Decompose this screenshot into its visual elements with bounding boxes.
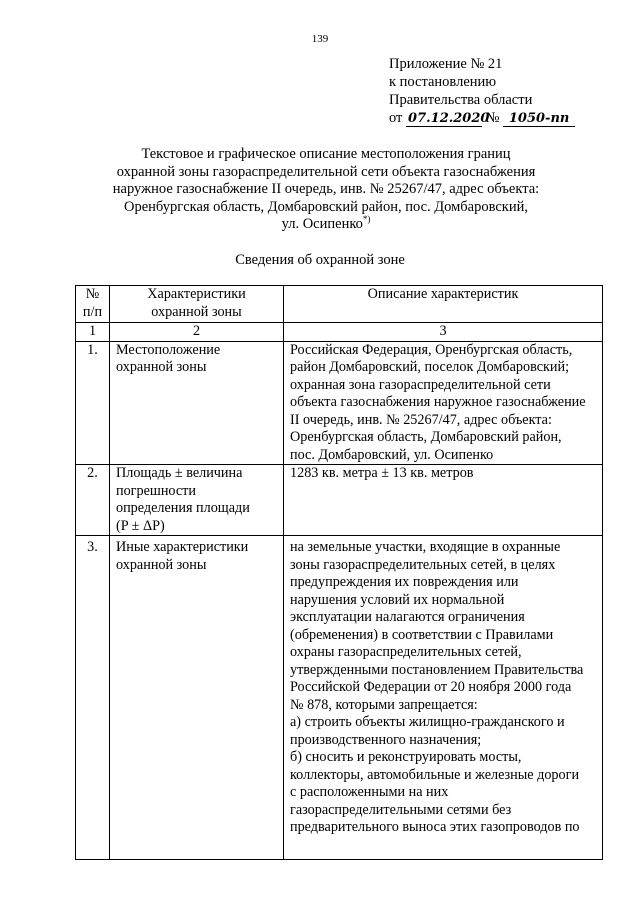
text-line: а) строить объекты жилищно-гражданского и [290, 714, 565, 730]
text-line: объекта газоснабжения наружное газоснабжение [290, 394, 586, 410]
appendix-line-2: к постановлению [389, 74, 497, 90]
text-line: с расположенными на них [290, 784, 449, 800]
text-line: Площадь ± величина [116, 465, 243, 481]
title-line-4: Оренбургская область, Домбаровский район, пос. Домбаровский, [124, 198, 528, 215]
header-char-line: охранной зоны [151, 303, 242, 320]
text-line: Иные характеристики [116, 539, 249, 555]
text-line: утвержденными постановлением Правительства [290, 661, 584, 678]
text-line: охранной зоны [116, 556, 207, 573]
table-header-row [76, 286, 603, 323]
text-line: район Домбаровский, поселок Домбаровский; [290, 359, 570, 375]
text-line: на земельные участки, входящие в охранные [290, 539, 561, 555]
row-characteristic [110, 341, 284, 465]
text-line: № 878, которыми запрещается: [290, 696, 478, 713]
text-line: Оренбургская область, Домбаровский район, [290, 429, 562, 445]
text-line: эксплуатации налагаются ограничения [290, 609, 525, 625]
index-cell: 3 [284, 323, 603, 342]
handwritten-number: 1050-пп [503, 112, 575, 127]
document-title [100, 146, 552, 234]
text-line: нарушения условий их нормальной [290, 591, 505, 608]
table-row [76, 465, 603, 536]
text-line: б) сносить и реконструировать мосты, [290, 749, 522, 765]
row-number: 3. [76, 536, 110, 860]
row-characteristic [110, 536, 284, 860]
title-street: ул. Осипенко [281, 216, 363, 232]
text-line: Российская Федерация, Оренбургская область, [290, 341, 573, 358]
title-line-3: наружное газоснабжение II очередь, инв. № 25267/47, адрес объекта: [112, 181, 540, 197]
index-cell: 2 [110, 323, 284, 342]
appendix-date-prefix: от [389, 110, 403, 126]
text-line: коллекторы, автомобильные и железные дороги [290, 766, 580, 783]
text-line: определения площади [116, 500, 250, 516]
text-line: охранная зона газораспределительной сети [290, 376, 551, 393]
header-description: Описание характеристик [284, 286, 603, 323]
header-char-line: Характеристики [147, 286, 246, 302]
header-characteristics [110, 286, 284, 323]
title-line-1: Текстовое и графическое описание местоположения границ [141, 146, 511, 162]
title-line-2: охранной зоны газораспределительной сети объекта газоснабжения [116, 163, 536, 180]
text-line: 1283 кв. метра ± 13 кв. метров [290, 465, 474, 481]
footnote-mark: *) [362, 214, 371, 225]
row-number: 1. [76, 341, 110, 465]
text-line: (обременения) в соответствии с Правилами [290, 626, 554, 643]
text-line: (P ± ΔP) [116, 517, 165, 534]
text-line: охраны газораспределительных сетей, [290, 644, 522, 660]
title-line-5 [100, 216, 552, 234]
text-line: II очередь, инв. № 25267/47, адрес объекта: [290, 411, 552, 428]
row-number: 2. [76, 465, 110, 536]
header-num-line: № [85, 286, 100, 302]
text-line: Российской Федерации от 20 ноября 2000 года [290, 679, 572, 695]
row-description [284, 536, 603, 860]
section-title: Сведения об охранной зоне [235, 252, 405, 268]
appendix-line-4 [389, 109, 575, 127]
appendix-block [389, 55, 575, 127]
header-num-line: п/п [82, 303, 103, 320]
index-cell: 1 [76, 323, 110, 342]
text-line: газораспределительными сетями без [290, 801, 512, 818]
text-line: производственного назначения; [290, 731, 482, 748]
text-line: погрешности [116, 482, 196, 499]
text-line: Местоположение [116, 341, 221, 358]
text-line: предварительного выноса этих газопроводов по [290, 819, 580, 835]
appendix-line-1: Приложение № 21 [389, 56, 503, 72]
page-number: 139 [311, 33, 329, 45]
text-line: охранной зоны [116, 359, 207, 375]
text-line: предупреждения их повреждения или [290, 574, 519, 590]
text-line: пос. Домбаровский, ул. Осипенко [290, 446, 494, 463]
table-index-row [76, 323, 603, 342]
text-line: зоны газораспределительных сетей, в целях [290, 556, 556, 573]
appendix-number-sign: № [485, 110, 500, 126]
row-characteristic [110, 465, 284, 536]
row-description [284, 465, 603, 536]
protection-zone-table [75, 285, 603, 860]
header-num [76, 286, 110, 323]
table-row [76, 341, 603, 465]
handwritten-date: 07.12.2020 [408, 111, 490, 126]
table-row [76, 536, 603, 860]
appendix-line-3: Правительства области [389, 92, 533, 108]
row-description [284, 341, 603, 465]
